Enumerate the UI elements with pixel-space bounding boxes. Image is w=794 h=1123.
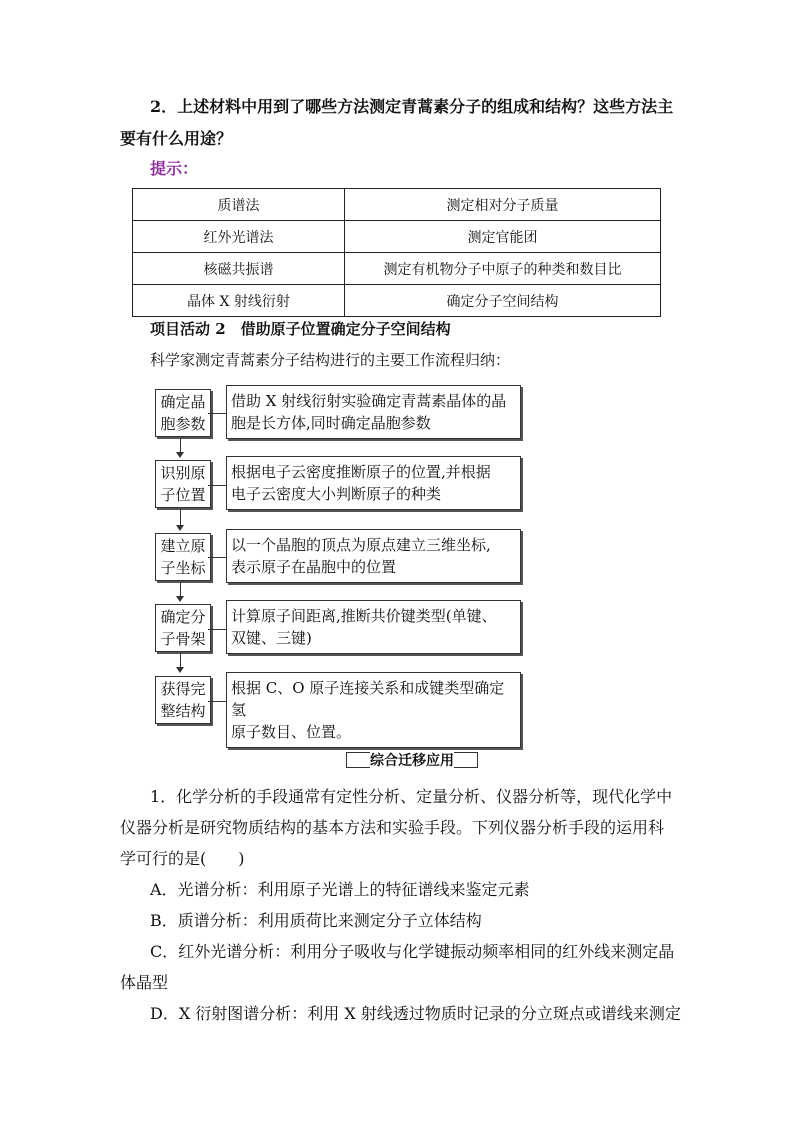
flow-desc-text: 计算原子间距离,推断共价键类型(单键、 — [231, 607, 497, 625]
option-c: C．红外光谱分析：利用分子吸收与化学键振动频率相同的红外线来测定晶 — [150, 942, 675, 961]
option-a: A．光谱分析：利用原子光谱上的特征谱线来鉴定元素 — [150, 880, 530, 899]
flow-desc-text: 以一个晶胞的顶点为原点建立三维坐标, — [231, 536, 491, 554]
flow-step-text: 子坐标 — [160, 559, 206, 577]
use-cell: 确定分子空间结构 — [345, 285, 661, 317]
connector-line — [180, 438, 181, 452]
flow-step-box — [155, 676, 211, 724]
method-cell: 质谱法 — [133, 189, 345, 221]
option-b: B．质谱分析：利用质荷比来测定分子立体结构 — [150, 911, 482, 930]
flow-step-text: 胞参数 — [160, 415, 206, 433]
connector-line — [208, 485, 226, 486]
flow-step-box — [155, 533, 211, 581]
method-cell: 晶体 X 射线衍射 — [133, 285, 345, 317]
flow-desc-text: 双键、三键) — [231, 629, 312, 647]
flow-step-text: 建立原 — [160, 537, 206, 555]
flow-step-text: 确定分 — [160, 608, 206, 626]
option-c-cont: 体晶型 — [120, 973, 169, 992]
flow-step-text: 识别原 — [160, 464, 206, 482]
down-arrow-icon — [176, 667, 184, 673]
flow-step-text: 整结构 — [160, 702, 206, 720]
table-row — [133, 189, 661, 221]
connector-line — [208, 629, 226, 630]
activity-intro: 科学家测定青蒿素分子结构进行的主要工作流程归纳： — [150, 351, 511, 369]
question-2-line-2: 要有什么用途？ — [120, 129, 233, 148]
flow-desc-text: 根据 C、O 原子连接关系和成键类型确定氢 — [231, 679, 505, 719]
section-banner — [346, 752, 478, 768]
flow-desc-text: 借助 X 射线衍射实验确定青蒿素晶体的晶 — [231, 392, 507, 410]
flow-step-text: 子位置 — [160, 486, 206, 504]
table-row — [133, 253, 661, 285]
flow-desc-box — [226, 672, 521, 748]
use-cell: 测定有机物分子中原子的种类和数目比 — [345, 253, 661, 285]
exercise-line: 学可行的是( ) — [120, 849, 245, 868]
flow-step-box — [155, 604, 211, 652]
flow-desc-text: 根据电子云密度推断原子的位置,并根据 — [231, 463, 491, 481]
flow-desc-box — [226, 600, 521, 654]
connector-line — [180, 653, 181, 667]
flow-desc-text: 电子云密度大小判断原子的种类 — [231, 485, 442, 503]
flow-step-text: 获得完 — [160, 680, 206, 698]
flow-step-box — [155, 460, 211, 508]
use-cell: 测定官能团 — [345, 221, 661, 253]
flow-desc-box — [226, 456, 521, 510]
activity-title: 项目活动 2 借助原子位置确定分子空间结构 — [150, 320, 451, 338]
method-cell: 核磁共振谱 — [133, 253, 345, 285]
flow-step-text: 确定晶 — [160, 393, 206, 411]
down-arrow-icon — [176, 596, 184, 602]
connector-line — [180, 582, 181, 596]
down-arrow-icon — [176, 525, 184, 531]
hint-table — [132, 188, 661, 317]
down-arrow-icon — [176, 452, 184, 458]
connector-line — [180, 509, 181, 525]
table-row — [133, 285, 661, 317]
flow-desc-text: 胞是长方体,同时确定晶胞参数 — [231, 414, 431, 432]
option-d: D．X 衍射图谱分析：利用 X 射线透过物质时记录的分立斑点或谱线来测定 — [150, 1004, 681, 1023]
flow-desc-box — [226, 529, 521, 583]
flow-desc-text: 原子数目、位置。 — [231, 723, 352, 741]
use-cell: 测定相对分子质量 — [345, 189, 661, 221]
connector-line — [208, 413, 226, 414]
flow-desc-text: 表示原子在晶胞中的位置 — [231, 558, 397, 576]
flow-step-text: 子骨架 — [160, 630, 206, 648]
method-cell: 红外光谱法 — [133, 221, 345, 253]
table-row — [133, 221, 661, 253]
flow-step-box — [155, 389, 211, 437]
question-2-line-1: 2．上述材料中用到了哪些方法测定青蒿素分子的组成和结构？这些方法主 — [150, 97, 674, 116]
flow-desc-box — [226, 385, 521, 439]
section-banner-text: 综合迁移应用 — [370, 750, 454, 770]
hint-label: 提示： — [150, 159, 199, 178]
exercise-line: 仪器分析是研究物质结构的基本方法和实验手段。下列仪器分析手段的运用科 — [120, 818, 665, 837]
connector-line — [208, 557, 226, 558]
exercise-line: 1．化学分析的手段通常有定性分析、定量分析、仪器分析等，现代化学中 — [150, 787, 673, 806]
connector-line — [208, 701, 226, 702]
